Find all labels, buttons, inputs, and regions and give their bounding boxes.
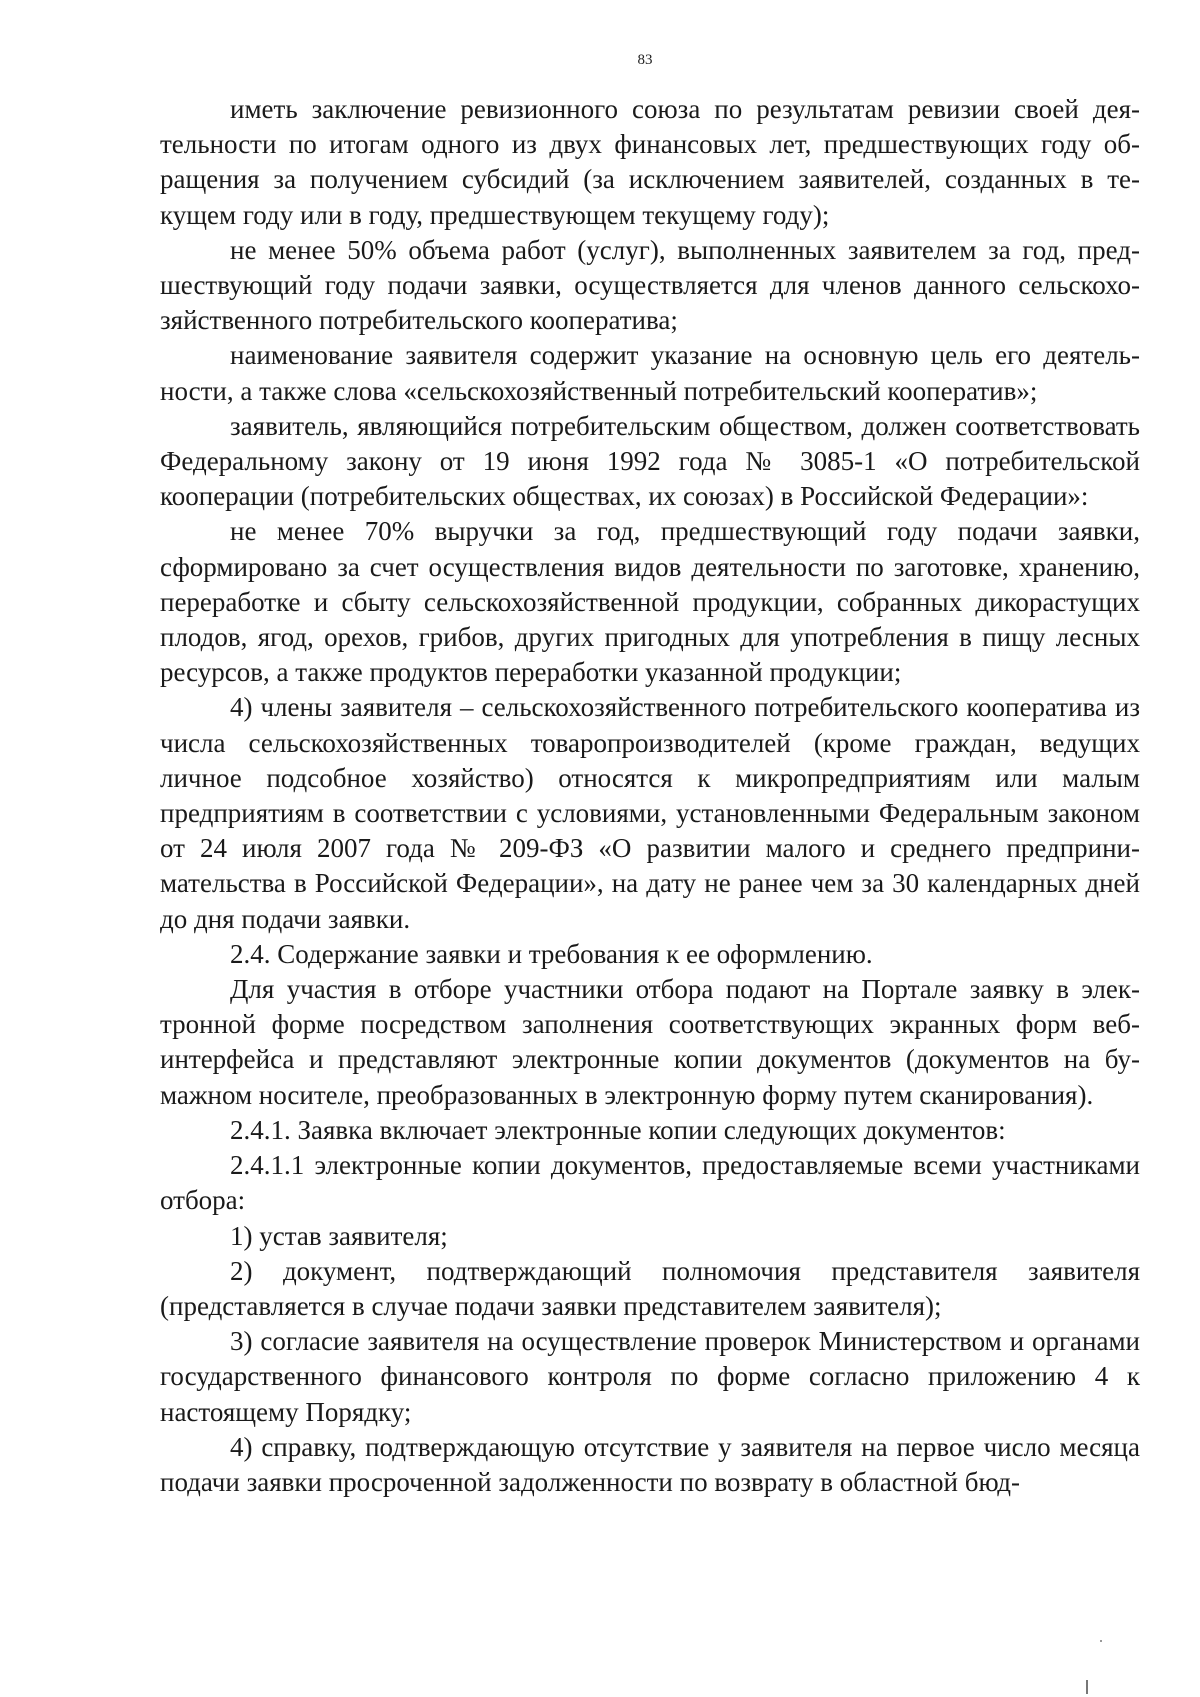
scan-speck [1100, 1640, 1102, 1642]
paragraph-members-small-business: 4) члены заявителя – сельскохозяйственного потребительского кооператива из числа сельскохозяйственных товаропроизводителей (кроме граждан, ведущих личное подсобное хозяйство) относятся к микропредприятиям или малым предприятиям в соответствии с условиями, установленными Федеральным законом от 24 июля 2007 года № 209-ФЗ «О развитии малого и среднего предпринимательства в Российской Федерации», на дату не ранее чем за 30 календарных дней до дня подачи заявки. [160, 692, 1140, 934]
page-number: 83 [637, 52, 653, 68]
paragraph-section-2-4-1-1: 2.4.1.1 электронные копии документов, предоставляемые всеми участниками отбора: [160, 1150, 1140, 1216]
paragraph-applicant-name: наименование заявителя содержит указание на основную цель его деятельности, а также слова «сельскохозяйственный потребительский кооператив»; [160, 340, 1140, 406]
paragraph-work-volume: не менее 50% объема работ (услуг), выполненных заявителем за год, предшествующий году подачи заявки, осуществляется для членов данного сельскохозяйственного потребительского кооператива; [160, 234, 1140, 336]
paragraph-portal-submission: Для участия в отборе участники отбора подают на Портале заявку в электронной форме посредством заполнения соответствующих экранных форм веб-интерфейса и представляют электронные копии документов (документов на бумажном носителе, преобразованных в электронную форму путем сканирования). [160, 974, 1140, 1110]
document-body [160, 92, 1140, 1500]
paragraph-section-2-4: 2.4. Содержание заявки и требования к ее оформлению. [230, 938, 873, 969]
paragraph-section-2-4-1: 2.4.1. Заявка включает электронные копии следующих документов: [230, 1114, 1006, 1145]
scan-mark [1086, 1680, 1088, 1694]
list-item-3-consent: 3) согласие заявителя на осуществление проверок Министерством и органами государственного финансового контроля по форме согласно приложению 4 к настоящему Порядку; [160, 1326, 1140, 1427]
list-item-2-authority-document: 2) документ, подтверждающий полномочия представителя заявителя (представляется в случае подачи заявки представителем заявителя); [160, 1255, 1140, 1321]
paragraph-consumer-society: заявитель, являющийся потребительским обществом, должен соответствовать Федеральному закону от 19 июня 1992 года № 3085-1 «О потребительской кооперации (потребительских обществах, их союзах) в Российской Федерации»: [160, 410, 1140, 512]
list-item-4-certificate: 4) справку, подтверждающую отсутствие у заявителя на первое число месяца подачи заявки просроченной задолженности по возврату в областной бюд- [160, 1431, 1140, 1497]
paragraph-audit-conclusion: иметь заключение ревизионного союза по результатам ревизии своей деятельности по итогам одного из двух финансовых лет, предшествующих году обращения за получением субсидий (за исключением заявителей, созданных в текущем году или в году, предшествующем текущему году); [160, 94, 1140, 230]
list-item-1-charter: 1) устав заявителя; [230, 1220, 448, 1251]
paragraph-revenue-share: не менее 70% выручки за год, предшествующий году подачи заявки, сформировано за счет осуществления видов деятельности по заготовке, хранению, переработке и сбыту сельскохозяйственной продукции, собранных дикорастущих плодов, ягод, орехов, грибов, других пригодных для употребления в пищу лесных ресурсов, а также продуктов переработки указанной продукции; [160, 516, 1140, 688]
